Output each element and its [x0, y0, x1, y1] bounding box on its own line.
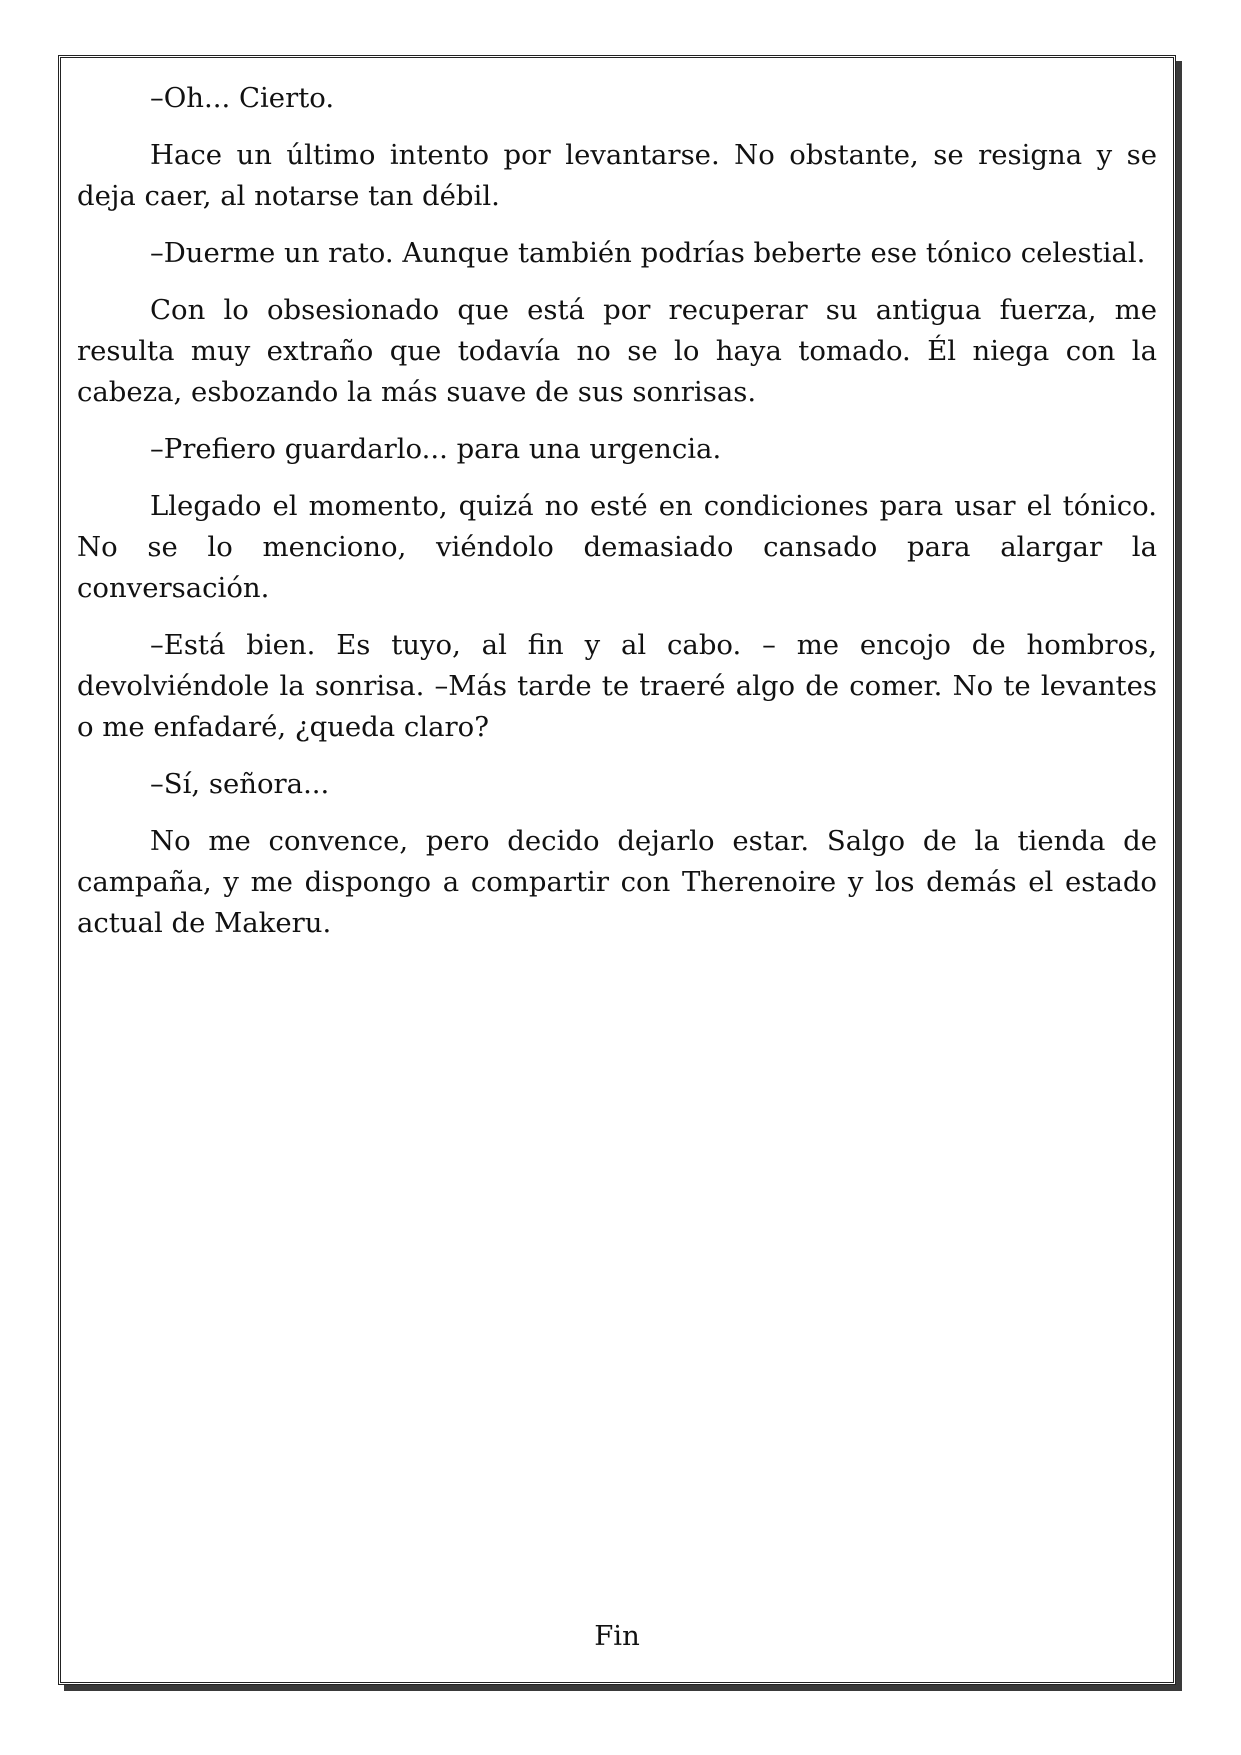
paragraph: No me convence, pero decido dejarlo estar. Salgo de la tienda de campaña, y me dispongo a compartir con Therenoire y los demás el estado actual de Makeru. — [77, 825, 1157, 939]
paragraph: –Oh... Cierto. — [150, 82, 335, 114]
paragraph: Llegado el momento, quizá no esté en condiciones para usar el tónico. No se lo menciono, viéndolo demasiado cansado para alargar la conversación. — [77, 490, 1157, 604]
paragraph: Con lo obsesionado que está por recuperar su antigua fuerza, me resulta muy extraño que todavía no se lo haya tomado. Él niega con la cabeza, esbozando la más suave de sus sonrisas. — [77, 294, 1157, 408]
paragraph: –Está bien. Es tuyo, al fin y al cabo. – me encojo de hombros, devolviéndole la sonrisa. –Más tarde te traeré algo de comer. No te levantes o me enfadaré, ¿queda claro? — [77, 629, 1157, 743]
paragraph: –Prefiero guardarlo... para una urgencia. — [150, 433, 722, 465]
paragraph: –Sí, señora... — [150, 768, 330, 800]
end-label: Fin — [594, 1620, 640, 1652]
page-frame — [58, 55, 1176, 1685]
paragraph: –Duerme un rato. Aunque también podrías beberte ese tónico celestial. — [150, 237, 1146, 269]
paragraph: Hace un último intento por levantarse. No obstante, se resigna y se deja caer, al notarse tan débil. — [77, 139, 1157, 212]
text-body — [77, 78, 1157, 960]
